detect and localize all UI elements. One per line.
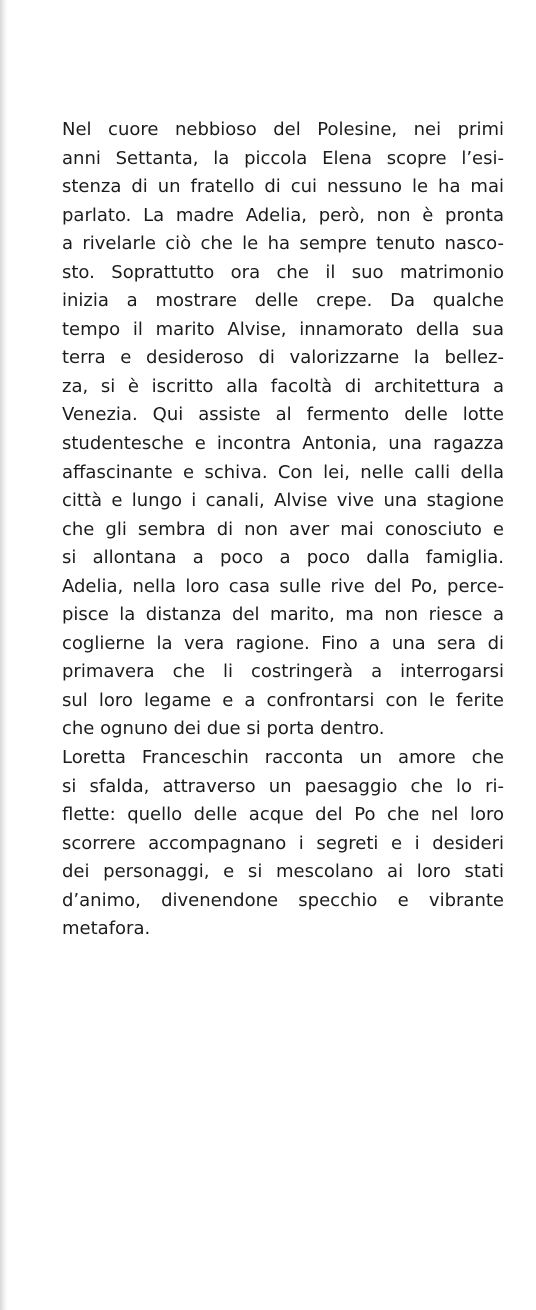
text-line: Loretta Franceschin racconta un amore che [62, 747, 504, 769]
text-line: anni Settanta, la piccola Elena scopre l’esi- [62, 147, 504, 169]
text-line: flette: quello delle acque del Po che nel loro [62, 804, 504, 826]
text-line: studentesche e incontra Antonia, una ragazza [62, 433, 504, 455]
text-line: a rivelarle ciò che le ha sempre tenuto nasco- [62, 233, 504, 255]
text-line: scorrere accompagnano i segreti e i desideri [62, 832, 504, 854]
text-line: si allontana a poco a poco dalla famiglia. [62, 547, 504, 569]
synopsis-text [62, 116, 504, 944]
text-line: Venezia. Qui assiste al fermento delle lotte [62, 404, 504, 426]
synopsis-paragraph-author [62, 744, 504, 944]
spine-shadow [0, 0, 7, 1310]
text-line: Nel cuore nebbioso del Polesine, nei primi [62, 119, 504, 140]
text-line: za, si è iscritto alla facoltà di architettura a [62, 375, 504, 397]
text-line: metafora. [62, 918, 151, 940]
text-line: sto. Soprattutto ora che il suo matrimonio [62, 261, 504, 283]
text-line: Adelia, nella loro casa sulle rive del Po, perce- [62, 575, 504, 597]
text-line: dei personaggi, e si mescolano ai loro stati [62, 861, 504, 883]
text-line: tempo il marito Alvise, innamorato della sua [62, 318, 504, 340]
synopsis-paragraph-plot [62, 116, 504, 744]
text-line: che gli sembra di non aver mai conosciuto e [62, 518, 504, 540]
text-line: inizia a mostrare delle crepe. Da qualche [62, 290, 504, 312]
text-line: stenza di un fratello di cui nessuno le ha mai [62, 176, 504, 198]
text-line: affascinante e schiva. Con lei, nelle calli della [62, 461, 504, 483]
text-line: terra e desideroso di valorizzarne la bellez- [62, 347, 504, 369]
text-line: città e lungo i canali, Alvise vive una stagione [62, 490, 504, 512]
text-line: sul loro legame e a confrontarsi con le ferite [62, 689, 504, 711]
text-line: che ognuno dei due si porta dentro. [62, 718, 385, 740]
text-line: pisce la distanza del marito, ma non riesce a [62, 604, 504, 626]
text-line: si sfalda, attraverso un paesaggio che lo ri- [62, 775, 504, 797]
text-line: parlato. La madre Adelia, però, non è pronta [62, 204, 504, 226]
text-line: primavera che li costringerà a interrogarsi [62, 661, 504, 683]
text-line: d’animo, divenendone specchio e vibrante [62, 889, 504, 911]
text-line: coglierne la vera ragione. Fino a una sera di [62, 632, 504, 654]
